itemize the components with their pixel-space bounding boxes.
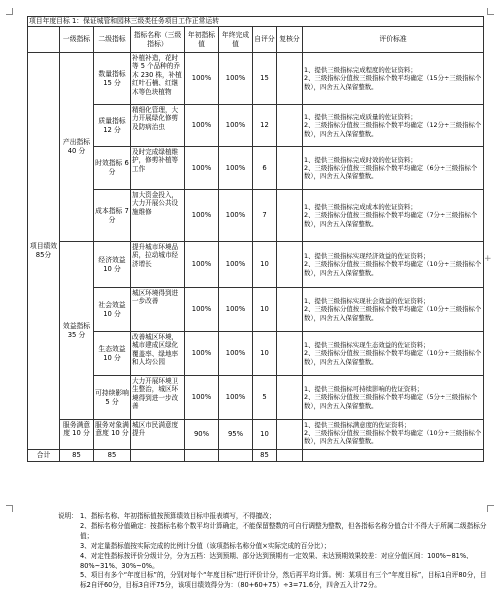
- self-score: 10: [253, 288, 277, 332]
- initial-value: 100%: [185, 105, 219, 147]
- notes-section: [58, 512, 488, 591]
- table-row: [28, 105, 484, 147]
- level1-benefit: 效益指标 35 分: [60, 242, 94, 420]
- header-cell: 指标名称（三级指标）: [131, 27, 185, 53]
- initial-value: 100%: [185, 147, 219, 190]
- eval-line: 1、提供三级指标完成程度的佐证资料；: [304, 66, 417, 75]
- note-item: 3、对定量指标值按实际完成的比例计分值（该项指标名称分值×实际完成的百分比）；: [80, 541, 331, 550]
- eval-cell: [303, 332, 484, 376]
- eval-line: 1、提供三级指标满意度的佐证资料；: [304, 420, 411, 429]
- note-item: 2、指标名称分值确定：按指标名称个数平均计算确定，不能保留整数的可自行调整为整数，但各指标名称分值合计不得大于所属二级指标分值；: [80, 521, 487, 540]
- header-cell: 二级指标: [94, 27, 131, 53]
- target-cell: [131, 53, 185, 105]
- target-cell: [131, 147, 185, 190]
- eval-line: 2、三级指标分值按三级指标个数平均确定（7分÷三级指标个数），四舍五入保留整数。: [304, 211, 478, 228]
- table-row: [28, 376, 484, 420]
- eval-line: 1、提供三级指标实现经济效益的佐证资料；: [304, 252, 430, 261]
- empty-cell: [185, 450, 219, 462]
- empty-cell: [219, 450, 253, 462]
- header-cell: 自评分: [253, 27, 277, 53]
- empty-cell: [131, 450, 185, 462]
- level2-cell: 成本指标 7 分: [94, 190, 131, 242]
- level2-cell: 时效指标 6 分: [94, 147, 131, 190]
- total-self-score: 85: [253, 450, 277, 462]
- header-cell: 评价标准: [303, 27, 484, 53]
- self-score: 7: [253, 190, 277, 242]
- header-cell: 年初指标值: [185, 27, 219, 53]
- level2-cell: 社会效益 10 分: [94, 288, 131, 332]
- eval-line: 2、三级指标分值按三级指标个数平均确定（6分÷三级指标个数），四舍五入保留整数。: [304, 163, 478, 181]
- initial-value: 100%: [185, 332, 219, 376]
- self-score: 15: [253, 53, 277, 105]
- initial-value: 100%: [185, 53, 219, 105]
- eval-line: 2、三级指标分值按三级指标个数平均确定（15分÷三级指标个数），四舍五入保留整数。: [304, 74, 482, 91]
- empty-cell: [303, 450, 484, 462]
- table-title: 项目年度目标 1：保证城管和园林三级类任务项目工作正常运转: [28, 17, 484, 27]
- eval-line: 2、三级指标分值按三级指标个数平均确定（12分÷三级指标个数），四舍五入保留整数。: [304, 121, 482, 138]
- final-value: 100%: [219, 376, 253, 420]
- header-cell: [28, 27, 60, 53]
- target-cell: [131, 288, 185, 332]
- level1-satisfaction: [60, 420, 94, 450]
- total-label: 合计: [28, 450, 60, 462]
- table-row: [28, 332, 484, 376]
- target-text: 城区环境得到进一步改善: [132, 288, 179, 305]
- initial-value: 100%: [185, 190, 219, 242]
- table-row: [28, 420, 484, 450]
- self-score: 5: [253, 376, 277, 420]
- crop-mark-bottom-right: [487, 505, 494, 512]
- level2-cell: 质量指标 12 分: [94, 105, 131, 147]
- header-cell: 年终完成值: [219, 27, 253, 53]
- level1-satisfaction-text: 服务满意度 10 分: [62, 420, 91, 438]
- crop-mark-top-left: [6, 8, 13, 15]
- target-cell: [131, 332, 185, 376]
- self-score: 10: [253, 242, 277, 288]
- review-score: [277, 420, 303, 450]
- level2-cell: [94, 420, 131, 450]
- header-row: [28, 27, 484, 53]
- final-value: 95%: [219, 420, 253, 450]
- target-text: 提升城市环境品质，拉动城市经济增长: [132, 242, 179, 268]
- target-cell: [131, 190, 185, 242]
- eval-line: 2、三级指标分值按三级指标个数平均确定（10分÷三级指标个数），四舍五入保留整数。: [304, 349, 482, 366]
- target-cell: [131, 420, 185, 450]
- eval-line: 1、提供三级指标完成时效的佐证资料；: [304, 155, 417, 164]
- review-score: [277, 147, 303, 190]
- review-score: [277, 332, 303, 376]
- crop-mark-top-right: [487, 8, 494, 15]
- final-value: 100%: [219, 147, 253, 190]
- target-text: 改善城区环境，城市建成区绿化覆盖率、绿地率和人均公园: [132, 332, 179, 366]
- initial-value: 100%: [185, 242, 219, 288]
- level1-output: 产出指标 40 分: [60, 53, 94, 242]
- eval-line: 1、提供三级指标实现社会效益的佐证资料；: [304, 297, 430, 306]
- target-text: 加大资金投入，大力开展公共设施维修: [132, 190, 179, 216]
- notes-label: 说明：: [58, 512, 78, 520]
- eval-cell: [303, 420, 484, 450]
- eval-line: 2、三级指标分值按三级指标个数平均确定（10分÷三级指标个数），四舍五入保留整数。: [304, 260, 482, 277]
- total-row: [28, 450, 484, 462]
- target-text: 城区市民满意度提升: [132, 420, 179, 437]
- final-value: 100%: [219, 242, 253, 288]
- review-score: [277, 105, 303, 147]
- note-item: 5、项目有多个“年度目标”的，分别对每个“年度目标”进行评价计分，然后再平均计算。例：某项目有三个“年度目标”，目标1自评80分，目标2自评60分，目标3自评75分，该项目绩效得分为：（80+60+75）÷3=71.6分，四舍五入计72分。: [80, 571, 487, 590]
- eval-line: 2、三级指标分值按三级指标个数平均确定（10分÷三级指标个数），四舍五入保留整数。: [304, 428, 482, 446]
- eval-line: 1、提供三级指标完成成本的佐证资料；: [304, 203, 417, 212]
- add-icon[interactable]: +: [484, 254, 492, 264]
- initial-value: 90%: [185, 420, 219, 450]
- total-value: 85: [60, 450, 94, 462]
- eval-line: 1、提供三级指标完成质量的佐证资料；: [304, 113, 417, 122]
- eval-cell: [303, 376, 484, 420]
- level2-cell: 可持续影响 5 分: [94, 376, 131, 420]
- total-value: 85: [94, 450, 131, 462]
- note-item: 1、指标名称、年初指标值按预算绩效目标申报表填写，不得擅改；: [80, 512, 276, 520]
- eval-line: 2、三级指标分值按三级指标个数平均确定（10分÷三级指标个数），四舍五入保留整数。: [304, 305, 482, 322]
- review-score: [277, 190, 303, 242]
- eval-cell: [303, 105, 484, 147]
- final-value: 100%: [219, 288, 253, 332]
- final-value: 100%: [219, 105, 253, 147]
- performance-table: [27, 16, 484, 462]
- level2-cell: 经济效益 10 分: [94, 242, 131, 288]
- eval-cell: [303, 147, 484, 190]
- review-score: [277, 376, 303, 420]
- review-score: [277, 242, 303, 288]
- final-value: 100%: [219, 332, 253, 376]
- eval-line: 2、三级指标分值按三级指标个数平均确定（5分÷三级指标个数），四舍五入保留整数。: [304, 393, 478, 410]
- eval-line: 1、提供三级指标可持续影响的佐证资料；: [304, 385, 424, 394]
- initial-value: 100%: [185, 376, 219, 420]
- self-score: 12: [253, 105, 277, 147]
- eval-cell: [303, 190, 484, 242]
- empty-cell: [277, 450, 303, 462]
- header-cell: 复核分: [277, 27, 303, 53]
- table-row: [28, 242, 484, 288]
- header-cell: 一级指标: [60, 27, 94, 53]
- project-performance-label: 项目绩效85分: [28, 53, 60, 450]
- level2-cell: 生态效益 10 分: [94, 332, 131, 376]
- eval-cell: [303, 242, 484, 288]
- target-text: 大力开展环境卫生整治，城区环境得到进一步改善: [132, 376, 179, 410]
- review-score: [277, 53, 303, 105]
- target-text: 及时完成绿植维护，修剪补植等工作: [132, 147, 179, 173]
- target-cell: [131, 376, 185, 420]
- level2-text: 服务对象满意度 10 分: [95, 420, 129, 438]
- self-score: 6: [253, 147, 277, 190]
- table-row: [28, 53, 484, 105]
- table-row: [28, 147, 484, 190]
- table-row: [28, 190, 484, 242]
- target-cell: [131, 242, 185, 288]
- final-value: 100%: [219, 190, 253, 242]
- level2-cell: 数量指标 15 分: [94, 53, 131, 105]
- table-row: [28, 288, 484, 332]
- self-score: 10: [253, 332, 277, 376]
- crop-mark-bottom-left: [6, 505, 13, 512]
- eval-line: 1、提供三级指标实现生态效益的佐证资料；: [304, 341, 430, 350]
- note-item: 4、对定性指标按评价分级计分，分为五档：达到预期、部分达到预期有一定效果、未达预期效果较差：对应分值区间：100%~81%、80%~31%、30%~0%。: [80, 551, 473, 570]
- review-score: [277, 288, 303, 332]
- target-text: 精细化管理，大力开展绿化修剪及防病治虫: [132, 105, 179, 131]
- target-cell: [131, 105, 185, 147]
- final-value: 100%: [219, 53, 253, 105]
- self-score: 10: [253, 420, 277, 450]
- eval-cell: [303, 288, 484, 332]
- target-text: 补植补造，花时等 5 个品种的乔木 230 株，补植红叶石楠、红继木等色块植物: [132, 53, 182, 96]
- eval-cell: [303, 53, 484, 105]
- initial-value: 100%: [185, 288, 219, 332]
- eval-wrap: [304, 421, 482, 449]
